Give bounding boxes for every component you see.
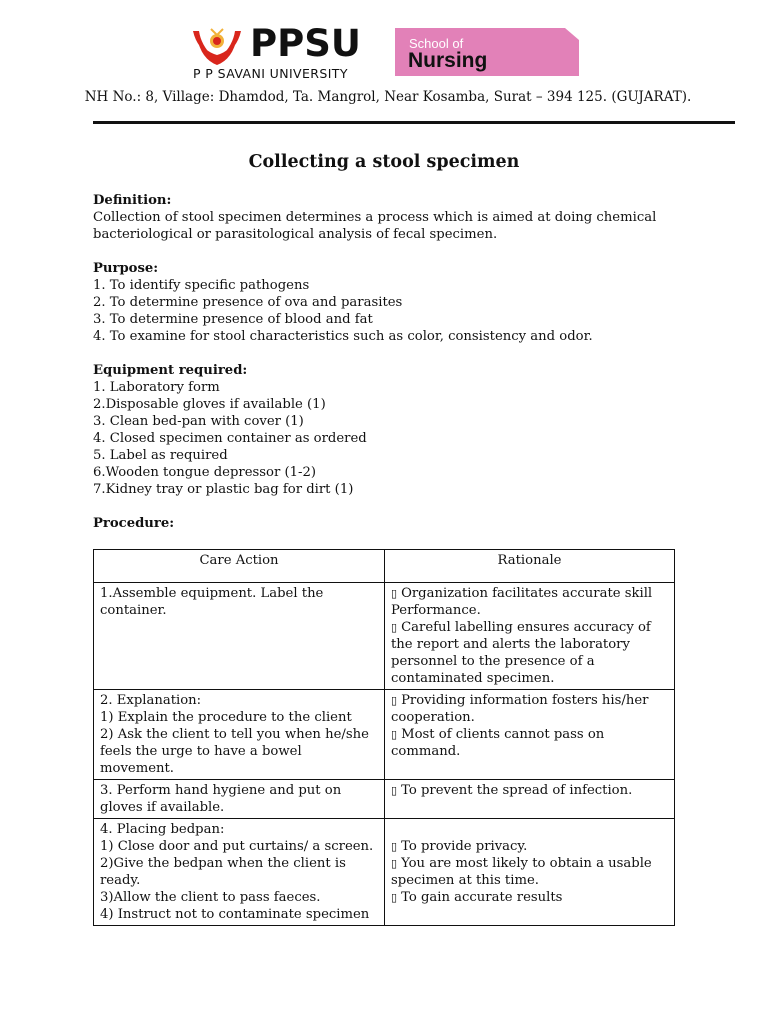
care-action-line: 1.Assemble equipment. Label the: [100, 586, 324, 601]
column-header-care-action: Care Action: [94, 550, 385, 583]
table-header-row: [94, 550, 675, 583]
nursing-label: Nursing: [408, 49, 488, 72]
rationale-cell: [385, 819, 675, 926]
list-item: 4. To examine for stool characteristics such as color, consistency and odor.: [93, 329, 593, 344]
brand-name: PPSU: [250, 22, 361, 65]
care-action-cell: [94, 690, 385, 780]
school-of-label: School of: [409, 36, 464, 51]
rationale-item: ▯ Organization facilitates accurate skill Performance.: [391, 586, 653, 618]
care-action-line: 4. Placing bedpan:: [100, 822, 225, 837]
document-body: [93, 192, 693, 532]
list-item: 4. Closed specimen container as ordered: [93, 431, 367, 446]
bullet-icon: ▯: [391, 694, 398, 707]
care-action-line: 3)Allow the client to pass faeces.: [100, 890, 321, 905]
procedure-table: [93, 549, 675, 926]
rationale-item: ▯ To provide privacy.: [391, 839, 528, 854]
equipment-heading: Equipment required:: [93, 363, 248, 378]
document-header: [0, 0, 768, 125]
rationale-item: ▯ Careful labelling ensures accuracy of the report and alerts the laboratory personnel to the presence of a contaminated specimen.: [391, 620, 651, 686]
bullet-icon: ▯: [391, 621, 398, 634]
list-item: 1. Laboratory form: [93, 380, 220, 395]
rationale-cell: [385, 583, 675, 690]
care-action-cell: [94, 819, 385, 926]
table-row: [94, 583, 675, 690]
table-row: [94, 690, 675, 780]
address-line: NH No.: 8, Village: Dhamdod, Ta. Mangrol, Near Kosamba, Surat – 394 125. (GUJARAT).: [84, 89, 692, 105]
care-action-cell: [94, 780, 385, 819]
care-action-line: 4) Instruct not to contaminate specimen: [100, 907, 370, 922]
care-action-line: container.: [100, 603, 167, 618]
list-item: 2.Disposable gloves if available (1): [93, 397, 326, 412]
table-row: [94, 819, 675, 926]
list-item: 3. Clean bed-pan with cover (1): [93, 414, 304, 429]
care-action-line: 2)Give the bedpan when the client is ready.: [100, 856, 346, 888]
list-item: 3. To determine presence of blood and fat: [93, 312, 373, 327]
university-name: P P SAVANI UNIVERSITY: [193, 66, 348, 81]
care-action-line: 2) Ask the client to tell you when he/she feels the urge to have a bowel movement.: [100, 727, 369, 776]
header-divider: [93, 121, 735, 124]
page-title: Collecting a stool specimen: [248, 152, 520, 172]
rationale-item: ▯ To gain accurate results: [391, 890, 563, 905]
purpose-list: [93, 277, 693, 345]
bullet-icon: ▯: [391, 891, 398, 904]
bullet-icon: ▯: [391, 784, 398, 797]
list-item: 6.Wooden tongue depressor (1-2): [93, 465, 317, 480]
list-item: 1. To identify specific pathogens: [93, 278, 310, 293]
bullet-icon: ▯: [391, 728, 398, 741]
column-header-rationale: Rationale: [385, 550, 675, 583]
rationale-item: ▯ You are most likely to obtain a usable specimen at this time.: [391, 856, 652, 888]
purpose-heading: Purpose:: [93, 261, 159, 276]
ppsu-emblem-icon: [191, 27, 243, 67]
procedure-heading: Procedure:: [93, 516, 175, 531]
care-action-cell: [94, 583, 385, 690]
table-row: [94, 780, 675, 819]
list-item: 5. Label as required: [93, 448, 228, 463]
bullet-icon: ▯: [391, 857, 398, 870]
care-action-line: 3. Perform hand hygiene and put on gloves if available.: [100, 783, 342, 815]
care-action-line: 2. Explanation:: [100, 693, 202, 708]
rationale-item: ▯ Most of clients cannot pass on command.: [391, 727, 605, 759]
definition-heading: Definition:: [93, 193, 172, 208]
rationale-cell: [385, 780, 675, 819]
definition-text: Collection of stool specimen determines a process which is aimed at doing chemical bacteriological or parasitological analysis of fecal specimen.: [93, 210, 657, 242]
equipment-list: [93, 379, 693, 498]
care-action-line: 1) Explain the procedure to the client: [100, 710, 352, 725]
list-item: 2. To determine presence of ova and parasites: [93, 295, 403, 310]
rationale-item: ▯ To prevent the spread of infection.: [391, 783, 633, 798]
bullet-icon: ▯: [391, 587, 398, 600]
list-item: 7.Kidney tray or plastic bag for dirt (1): [93, 482, 354, 497]
rationale-item: ▯ Providing information fosters his/her cooperation.: [391, 693, 649, 725]
care-action-line: 1) Close door and put curtains/ a screen.: [100, 839, 374, 854]
rationale-cell: [385, 690, 675, 780]
bullet-icon: ▯: [391, 840, 398, 853]
school-of-nursing-badge: [395, 28, 579, 76]
